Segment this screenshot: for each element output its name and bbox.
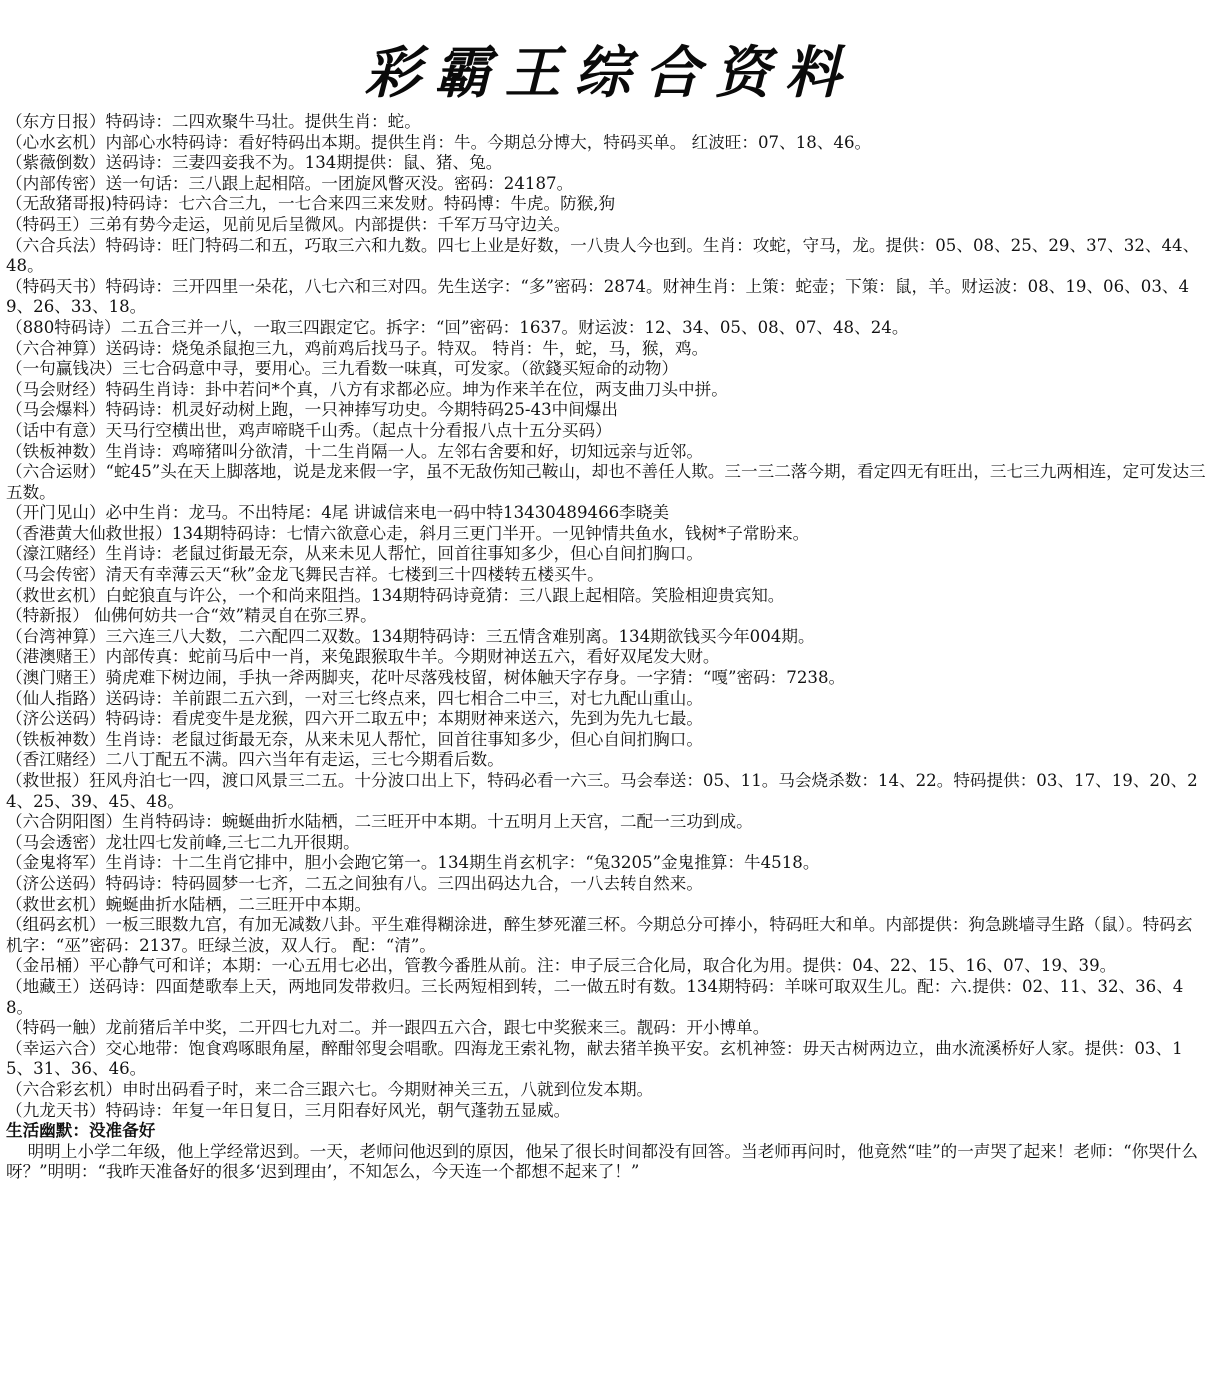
entry-paragraph: （澳门赌王）骑虎难下树边闹，手执一斧两脚夹，花叶尽落残枝留，树体触天字存身。一字猜：“嘎”密码：7238。 [6, 668, 846, 688]
entry-paragraph: （心水玄机）内部心水特码诗：看好特码出本期。提供生肖：牛。今期总分博大，特码买单。 红波旺：07、18、46。 [6, 132, 872, 152]
entry-paragraph: （六合彩玄机）申时出码看子时，来二合三跟六七。今期财神关三五，八就到位发本期。 [6, 1079, 654, 1099]
entry-paragraph: （六合运财）“蛇45”头在天上脚落地，说是龙来假一字，虽不无敌伤知己鞍山，却也不善任人欺。三一三二落今期，看定四无有旺出，三七三九两相连，定可发达三五数。 [6, 462, 1206, 502]
entry-paragraph: （金鬼将军）生肖诗：十二生肖它排中，胆小会跑它第一。134期生肖玄机字：“兔3205”金鬼推算：牛4518。 [6, 853, 820, 873]
entry-paragraph: （地藏王）送码诗：四面楚歌奉上天，两地同发带救归。三长两短相到转，二一做五时有数。134期特码：羊咪可取双生儿。配：六.提供：02、11、32、36、48。 [6, 976, 1184, 1017]
entry-paragraph: （话中有意）天马行空横出世，鸡声啼晓千山秀。（起点十分看报八点十五分买码） [6, 420, 612, 440]
entry-paragraph: （幸运六合）交心地带：饱食鸡啄眼角屋，醉酣邻叟会唱歌。四海龙王索礼物，献去猪羊换平安。玄机神签：毋天古树两边立，曲水流溪桥好人家。提供：03、15、31、36、46。 [6, 1038, 1183, 1079]
entry-paragraph: （港澳赌王）内部传真：蛇前马后中一肖，来兔跟猴取牛羊。今期财神送五六，看好双尾发大财。 [6, 647, 720, 667]
entry-paragraph: （六合神算）送码诗：烧兔杀鼠抱三九，鸡前鸡后找马子。特双。 特肖：牛，蛇，马，猴，鸡。 [6, 338, 709, 358]
entry-paragraph: （马会传密）清天有幸薄云天“秋”金龙飞舞民吉祥。七楼到三十四楼转五楼买牛。 [6, 565, 604, 585]
entry-paragraph: （台湾神算）三六连三八大数，二六配四二双数。134期特码诗：三五情含难别离。134期欲钱买今年004期。 [6, 626, 815, 646]
entries-list [6, 112, 1206, 1183]
entry-paragraph: （六合兵法）特码诗：旺门特码二和五，巧取三六和九数。四七上业是好数，一八贵人今也到。生肖：攻蛇，守马，龙。提供：05、08、25、29、37、32、44、48。 [6, 235, 1200, 276]
entry-paragraph: （香江赌经）二八丁配五不满。四六当年有走运，三七今期看后数。 [6, 750, 504, 770]
entry-paragraph: （铁板神数）生肖诗：鸡啼猪叫分欲清，十二生肖隔一人。左邻右舍要和好，切知远亲与近邻。 [6, 441, 703, 461]
entry-paragraph: （救世玄机）蜿蜒曲折水陆栖，二三旺开中本期。 [6, 894, 372, 914]
entry-paragraph: （无敌猪哥报)特码诗：七六合三九，一七合来四三来发财。特码博：牛虎。防猴,狗 [6, 194, 616, 214]
entry-paragraph: （特码一触）龙前猪后羊中奖，二开四七九对二。并一跟四五六合，跟七中奖猴来三。靓码：开小博单。 [6, 1018, 770, 1038]
entry-paragraph: （濠江赌经）生肖诗：老鼠过街最无奈，从来未见人帮忙，回首往事知多少，但心自间扪胸口。 [6, 544, 703, 564]
entry-paragraph: （东方日报）特码诗：二四欢聚牛马壮。提供生肖：蛇。 [6, 112, 421, 131]
entry-paragraph: （特码天书）特码诗：三开四里一朵花，八七六和三对四。先生送字：“多”密码：2874。财神生肖：上策：蛇壶；下策：鼠，羊。财运波：08、19、06、03、49、26、33、18。 [6, 276, 1190, 317]
entry-paragraph: （紫薇倒数）送码诗：三妻四妾我不为。134期提供：鼠、猪、兔。 [6, 153, 503, 173]
entry-paragraph: （开门见山）必中生肖：龙马。不出特尾：4尾 讲诚信来电一码中特13430489466李晓美 [6, 503, 669, 523]
entry-paragraph: （金吊桶）平心静气可和详；本期：一心五用七必出，管教今番胜从前。注：申子辰三合化局，取合化为用。提供：04、22、15、16、07、19、39。 [6, 956, 1117, 976]
entry-paragraph: （马会透密）龙壮四七发前峰,三七二九开很期。 [6, 832, 360, 852]
entry-paragraph: （组码玄机）一板三眼数九宫，有加无减数八卦。平生难得糊涂进，醉生梦死灌三杯。今期总分可捧小，特码旺大和单。内部提供：狗急跳墙寻生路（鼠）。特码玄机字：“巫”密码：2137。旺绿兰波，双人行。 配：“清”。 [6, 915, 1193, 955]
entry-paragraph: （救世报）狂风舟泊七一四，渡口风景三二五。十分波口出上下，特码必看一六三。马会奉送：05、11。马会烧杀数：14、22。特码提供：03、17、19、20、24、25、39、45、48。 [6, 771, 1198, 811]
entry-paragraph: （马会财经）特码生肖诗：卦中若问*个真，八方有求都必应。坤为作来羊在位，两支曲刀头中拼。 [6, 379, 728, 399]
humor-body: 明明上小学二年级，他上学经常迟到。一天，老师问他迟到的原因，他呆了很长时间都没有回答。当老师再问时，他竟然“哇”的一声哭了起来！老师：“你哭什么呀？”明明：“我昨天准备好的很多‘迟到理由’，不知怎么，今天连一个都想不起来了！” [6, 1141, 1198, 1182]
entry-paragraph: （救世玄机）白蛇狼直与许公，一个和尚来阻挡。134期特码诗竟猜：三八跟上起相陪。笑脸相迎贵宾知。 [6, 585, 785, 605]
page-title: 彩霸王综合资料 [364, 41, 855, 106]
entry-paragraph: （济公送码）特码诗：看虎变牛是龙猴，四六开二取五中；本期财神来送六，先到为先九七最。 [6, 709, 703, 729]
entry-paragraph: （济公送码）特码诗：特码圆梦一七齐，二五之间独有八。三四出码达九合，一八去转自然来。 [6, 873, 703, 893]
entry-paragraph: （仙人指路）送码诗：羊前跟二五六到，一对三七终点来，四七相合二中三，对七九配山重山。 [6, 688, 703, 708]
entry-paragraph: （马会爆料）特码诗：机灵好动树上跑，一只神捧写功史。今期特码25-43中间爆出 [6, 400, 619, 420]
entry-paragraph: （六合阴阳图）生肖特码诗：蜿蜒曲折水陆栖，二三旺开中本期。十五明月上天宫，二配一三功到成。 [6, 812, 753, 832]
humor-title: 生活幽默：没准备好 [6, 1121, 156, 1141]
entry-paragraph: （内部传密）送一句话：三八跟上起相陪。一团旋风瞥灭没。密码：24187。 [6, 173, 574, 193]
entry-paragraph: （铁板神数）生肖诗：老鼠过街最无奈，从来未见人帮忙，回首往事知多少，但心自间扪胸口。 [6, 729, 703, 749]
entry-paragraph: （香港黄大仙救世报）134期特码诗：七情六欲意心走，斜月三更门半开。一见钟情共鱼水，钱树*子常盼来。 [6, 523, 810, 543]
entry-paragraph: （九龙天书）特码诗：年复一年日复日，三月阳春好风光，朝气蓬勃五显威。 [6, 1100, 571, 1120]
entry-paragraph: （一句赢钱决）三七合码意中寻，要用心。三九看数一味真，可发家。（欲錢买短命的动物） [6, 359, 679, 379]
entry-paragraph: （880特码诗）二五合三并一八，一取三四跟定它。拆字：“回”密码：1637。财运波：12、34、05、08、07、48、24。 [6, 317, 909, 337]
entry-paragraph: （特码王）三弟有势今走运，见前见后呈微风。内部提供：千军万马守边关。 [6, 214, 571, 234]
entry-paragraph: （特新报） 仙佛何妨共一合“效”精灵自在弥三界。 [6, 606, 377, 626]
